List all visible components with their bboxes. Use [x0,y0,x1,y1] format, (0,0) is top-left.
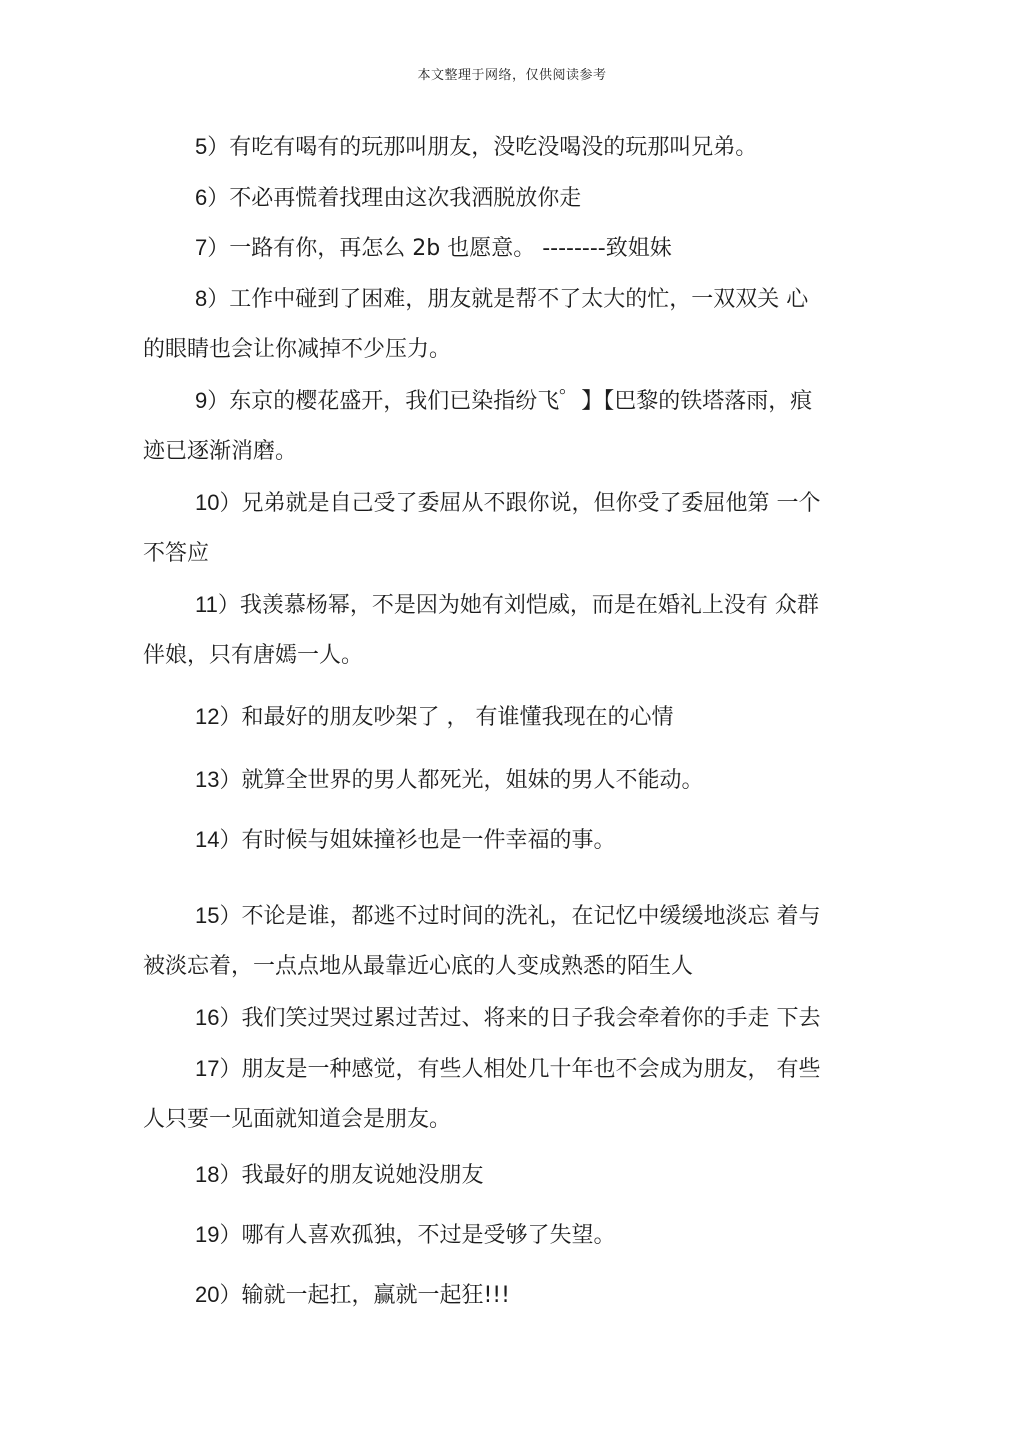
item-19-line-1 [195,1220,616,1251]
item-13-number: 13） [195,767,242,792]
item-7-text: 一路有你，再怎么 2b 也愿意。 --------致姐妹 [229,236,672,261]
item-16-text: 我们笑过哭过累过苦过、将来的日子我会牵着你的手走 下去 [241,1006,821,1031]
item-10-number: 10） [195,490,242,515]
item-20-text: 输就一起扛，赢就一起狂!!! [241,1283,510,1308]
item-9-line-2: 迹已逐渐消磨。 [143,439,298,464]
item-8-number: 8） [195,286,230,311]
item-17-number: 17） [195,1056,242,1081]
item-14-number: 14） [195,827,242,852]
item-16-line-1 [195,1003,820,1034]
item-14-line-1 [195,825,616,856]
item-20-number: 20） [195,1282,242,1307]
item-15-text: 不论是谁，都逃不过时间的洗礼，在记忆中缓缓地淡忘 着与 [241,904,821,929]
item-11-number: 11） [195,592,240,617]
page-header: 本文整理于网络，仅供阅读参考 [417,68,607,83]
item-5-text: 有吃有喝有的玩那叫朋友，没吃没喝没的玩那叫兄弟。 [229,135,758,160]
item-12-number: 12） [195,704,242,729]
item-10-line-2: 不答应 [143,541,210,566]
item-12-text: 和最好的朋友吵架了 ， 有谁懂我现在的心情 [241,705,674,730]
item-19-text: 哪有人喜欢孤独，不过是受够了失望。 [241,1223,616,1248]
item-11-line-2: 伴娘，只有唐嫣一人。 [143,643,364,668]
item-9-line-1 [195,386,812,417]
item-12-line-1 [195,702,673,733]
item-15-line-1 [195,901,820,932]
item-7-number: 7） [195,235,230,260]
item-11-text: 我羡慕杨幂，不是因为她有刘恺威，而是在婚礼上没有 众群 [239,593,819,618]
item-15-line-2: 被淡忘着，一点点地从最靠近心底的人变成熟悉的陌生人 [143,954,694,979]
item-19-number: 19） [195,1222,242,1247]
item-20-line-1 [195,1280,510,1311]
item-6-line-1 [195,183,581,214]
item-9-text: 东京的樱花盛开，我们已染指纷飞゜】【巴黎的铁塔落雨，痕 [229,389,813,414]
item-17-line-1 [195,1054,820,1085]
item-11-line-1 [195,590,819,621]
item-10-text: 兄弟就是自己受了委屈从不跟你说，但你受了委屈他第 一个 [241,491,821,516]
item-8-text: 工作中碰到了困难，朋友就是帮不了太大的忙，一双双关 心 [229,287,809,312]
item-9-number: 9） [195,388,230,413]
item-16-number: 16） [195,1005,242,1030]
item-18-number: 18） [195,1162,242,1187]
item-10-line-1 [195,488,820,519]
item-13-text: 就算全世界的男人都死光，姐妹的男人不能动。 [241,768,704,793]
item-5-line-1 [195,132,757,163]
item-17-text: 朋友是一种感觉，有些人相处几十年也不会成为朋友， 有些 [241,1057,821,1082]
item-15-number: 15） [195,903,242,928]
item-8-line-2: 的眼睛也会让你减掉不少压力。 [143,337,452,362]
item-13-line-1 [195,765,704,796]
item-6-text: 不必再慌着找理由这次我洒脱放你走 [229,186,582,211]
item-18-text: 我最好的朋友说她没朋友 [241,1163,484,1188]
item-5-number: 5） [195,134,230,159]
item-8-line-1 [195,284,808,315]
item-6-number: 6） [195,185,230,210]
item-17-line-2: 人只要一见面就知道会是朋友。 [143,1107,452,1132]
item-7-line-1 [195,233,672,264]
item-18-line-1 [195,1160,484,1191]
item-14-text: 有时候与姐妹撞衫也是一件幸福的事。 [241,828,616,853]
